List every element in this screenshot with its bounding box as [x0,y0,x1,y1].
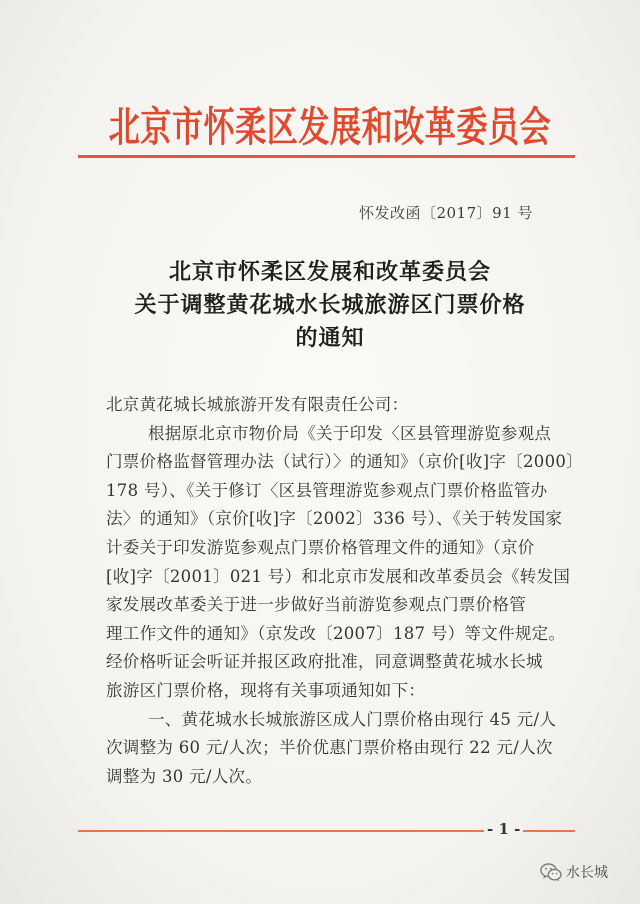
body-line: 计委关于印发游览参观点门票价格管理文件的通知》（京价 [106,537,535,557]
body-line: 次调整为 60 元/人次；半价优惠门票价格由现行 22 元/人次 [106,738,553,758]
document-number: 怀发改函〔2017〕91 号 [358,204,533,222]
title-line: 北京市怀柔区发展和改革委员会 [168,259,491,285]
body-line: [收]字〔2001〕021 号）和北京市发展和改革委员会《转发国 [106,566,571,586]
watermark-text: 水长城 [566,865,608,881]
salutation: 北京黄花城长城旅游开发有限责任公司： [106,395,409,414]
body-line: 一、黄花城水长城旅游区成人门票价格由现行 45 元/人 [148,709,557,729]
wechat-icon [540,863,562,882]
issuing-authority-header: 北京市怀柔区发展和改革委员会 [108,104,552,152]
body-line: 门票价格监督管理办法（试行）〉的通知》（京价[收]字〔2000〕 [106,452,583,472]
body-line: 根据原北京市物价局《关于印发〈区县管理游览参观点 [148,423,552,443]
body-line: 经价格听证会听证并报区政府批准，同意调整黄花城水长城 [106,652,543,672]
body-line: 调整为 30 元/人次。 [106,766,263,786]
header-red-rule [78,155,575,158]
body-line: 旅游区门票价格，现将有关事项通知如下： [106,680,426,700]
document-title [20,256,640,355]
watermark [540,861,608,883]
body-line: 家发展改革委关于进一步做好当前游览参观点门票价格管 [106,595,526,615]
body-line: 法〉的通知》（京价[收]字〔2002〕336 号）、《关于转发国家 [106,509,563,529]
body-line: 178 号）、《关于修订〈区县管理游览参观点门票价格监管办 [106,480,548,500]
document-body [106,391,583,791]
page-number: - 1 - [484,819,523,839]
title-line: 的通知 [295,325,365,351]
body-line: 理工作文件的通知》（京发改〔2007〕187 号）等文件规定。 [106,623,566,643]
title-line: 关于调整黄花城水长城旅游区门票价格 [134,292,526,318]
